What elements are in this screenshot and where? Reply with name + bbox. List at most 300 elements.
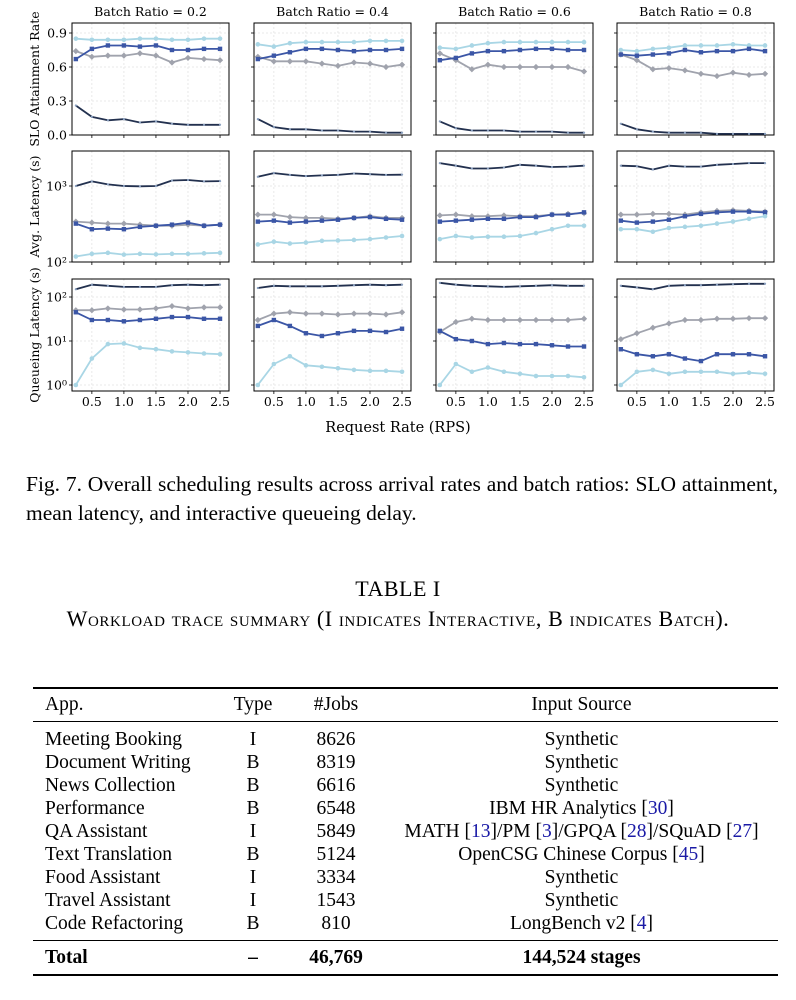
data-point bbox=[651, 354, 655, 358]
data-point bbox=[730, 316, 736, 322]
data-point bbox=[731, 352, 735, 356]
data-point bbox=[353, 284, 355, 286]
data-point bbox=[155, 286, 157, 288]
data-point bbox=[170, 222, 174, 226]
data-point bbox=[764, 133, 766, 135]
data-point bbox=[169, 59, 175, 65]
data-point bbox=[401, 174, 403, 176]
data-point bbox=[486, 234, 491, 239]
data-point bbox=[454, 218, 458, 222]
data-point bbox=[683, 43, 688, 48]
data-point bbox=[106, 38, 111, 43]
data-point bbox=[503, 286, 505, 288]
data-point bbox=[518, 40, 523, 45]
data-point bbox=[384, 330, 388, 334]
cell-source bbox=[385, 774, 778, 797]
header-type: Type bbox=[219, 688, 287, 722]
data-point bbox=[668, 285, 670, 287]
data-point bbox=[634, 212, 640, 218]
data-point bbox=[683, 369, 688, 374]
series-line-gray bbox=[621, 318, 765, 339]
data-point bbox=[273, 285, 275, 287]
data-point bbox=[383, 64, 389, 70]
data-point bbox=[90, 318, 94, 322]
cell-jobs: 8319 bbox=[316, 752, 356, 773]
y-tick-label: 0.3 bbox=[47, 93, 67, 109]
data-point bbox=[89, 307, 95, 313]
data-point bbox=[123, 185, 125, 187]
y-axis-label: SLO Attainment Rate bbox=[27, 11, 42, 147]
data-point bbox=[439, 162, 441, 164]
x-tick-label: 2.5 bbox=[210, 394, 230, 409]
data-point bbox=[438, 219, 442, 223]
x-tick-label: 2.5 bbox=[755, 394, 775, 409]
data-point bbox=[336, 366, 341, 371]
data-point bbox=[368, 369, 373, 374]
data-point bbox=[747, 370, 752, 375]
data-point bbox=[305, 128, 307, 130]
data-point bbox=[138, 252, 143, 257]
data-point bbox=[319, 310, 325, 316]
data-point bbox=[321, 285, 323, 287]
data-point bbox=[74, 254, 79, 259]
x-tick-label: 2.0 bbox=[723, 394, 743, 409]
table-total-row bbox=[33, 941, 778, 976]
data-point bbox=[91, 180, 93, 182]
data-point bbox=[288, 354, 293, 359]
data-point bbox=[170, 252, 175, 257]
data-point bbox=[137, 306, 143, 312]
data-point bbox=[519, 285, 521, 287]
series-line-dark bbox=[258, 119, 402, 133]
data-point bbox=[320, 239, 325, 244]
data-point bbox=[566, 223, 571, 228]
data-point bbox=[106, 251, 111, 256]
citation-link[interactable]: 27 bbox=[732, 821, 753, 842]
y-axis-label: Queueing Latency (s) bbox=[27, 267, 42, 403]
cell-source bbox=[385, 866, 778, 889]
table-row bbox=[33, 866, 778, 889]
data-point bbox=[682, 317, 688, 323]
data-point bbox=[320, 40, 325, 45]
data-point bbox=[683, 48, 687, 52]
data-point bbox=[764, 162, 766, 164]
data-point bbox=[503, 129, 505, 131]
data-point bbox=[401, 284, 403, 286]
data-point bbox=[652, 288, 654, 290]
data-point bbox=[699, 223, 704, 228]
data-point bbox=[535, 285, 537, 287]
data-point bbox=[187, 179, 189, 181]
data-point bbox=[272, 318, 276, 322]
source-text: LongBench v2 [ bbox=[510, 913, 637, 934]
data-point bbox=[320, 334, 324, 338]
series-line-light bbox=[440, 42, 584, 49]
cell-type: B bbox=[246, 798, 260, 819]
data-point bbox=[287, 309, 293, 315]
cell-source bbox=[385, 912, 778, 941]
data-point bbox=[352, 40, 357, 45]
cell-jobs: 3334 bbox=[316, 867, 356, 888]
cell-type: I bbox=[249, 890, 257, 911]
data-point bbox=[732, 133, 734, 135]
data-point bbox=[666, 211, 672, 217]
data-point bbox=[731, 49, 735, 53]
citation-link[interactable]: 30 bbox=[647, 798, 668, 819]
x-tick-label: 2.0 bbox=[178, 394, 198, 409]
data-point bbox=[153, 305, 159, 311]
source-text: ] bbox=[698, 844, 705, 865]
data-point bbox=[651, 219, 655, 223]
data-point bbox=[486, 365, 491, 370]
data-point bbox=[219, 284, 221, 286]
data-point bbox=[305, 285, 307, 287]
citation-link[interactable]: 13 bbox=[470, 821, 491, 842]
data-point bbox=[534, 47, 538, 51]
series-line-light bbox=[76, 253, 220, 257]
cell-jobs: 8626 bbox=[316, 729, 356, 750]
data-point bbox=[534, 231, 539, 236]
data-point bbox=[550, 47, 554, 51]
citation-link[interactable]: 3 bbox=[541, 821, 552, 842]
data-point bbox=[352, 216, 356, 220]
data-point bbox=[106, 318, 110, 322]
series-line-dark bbox=[440, 283, 584, 287]
series-line-gray bbox=[621, 55, 765, 77]
data-point bbox=[747, 217, 752, 222]
data-point bbox=[336, 40, 341, 45]
table-row bbox=[33, 774, 778, 797]
cell-app: Code Refactoring bbox=[45, 913, 184, 934]
data-point bbox=[668, 132, 670, 134]
data-point bbox=[74, 36, 79, 41]
data-point bbox=[202, 224, 206, 228]
data-point bbox=[518, 234, 523, 239]
data-point bbox=[369, 284, 371, 286]
data-point bbox=[139, 286, 141, 288]
data-point bbox=[304, 47, 308, 51]
data-point bbox=[289, 285, 291, 287]
data-point bbox=[714, 73, 720, 79]
data-point bbox=[635, 227, 640, 232]
data-point bbox=[700, 132, 702, 134]
data-point bbox=[201, 304, 207, 310]
data-point bbox=[453, 212, 459, 218]
data-point bbox=[336, 238, 341, 243]
cell-app: QA Assistant bbox=[45, 821, 148, 842]
cell-jobs: 6616 bbox=[316, 775, 356, 796]
data-point bbox=[487, 167, 489, 169]
data-point bbox=[155, 120, 157, 122]
data-point bbox=[667, 352, 671, 356]
data-point bbox=[454, 362, 459, 367]
data-point bbox=[256, 42, 261, 47]
data-point bbox=[581, 68, 587, 74]
data-point bbox=[667, 371, 672, 376]
series-line-dark bbox=[440, 163, 584, 168]
data-point bbox=[186, 252, 191, 257]
data-point bbox=[91, 284, 93, 286]
data-point bbox=[336, 331, 340, 335]
source-text: Synthetic bbox=[544, 752, 619, 773]
data-point bbox=[272, 218, 276, 222]
data-point bbox=[203, 284, 205, 286]
y-tick-label: 10² bbox=[46, 289, 67, 305]
axes-frame bbox=[436, 151, 593, 262]
data-point bbox=[368, 329, 372, 333]
cell-type: I bbox=[249, 821, 257, 842]
data-point bbox=[272, 239, 277, 244]
data-point bbox=[502, 217, 506, 221]
data-point bbox=[154, 252, 159, 257]
cell-type: I bbox=[249, 729, 257, 750]
data-point bbox=[352, 368, 357, 373]
data-point bbox=[582, 40, 587, 45]
data-point bbox=[635, 220, 639, 224]
header-jobs: #Jobs bbox=[287, 688, 385, 722]
data-point bbox=[566, 48, 570, 52]
cell-type: B bbox=[246, 844, 260, 865]
source-text: Synthetic bbox=[544, 729, 619, 750]
series-line-blue bbox=[440, 212, 584, 221]
data-point bbox=[763, 214, 768, 219]
data-point bbox=[384, 217, 388, 221]
series-line-dark bbox=[76, 285, 220, 290]
data-point bbox=[715, 210, 719, 214]
data-point bbox=[517, 317, 523, 323]
panel-title: Batch Ratio = 0.8 bbox=[639, 4, 752, 19]
data-point bbox=[732, 283, 734, 285]
series-line-light bbox=[258, 236, 402, 245]
data-point bbox=[731, 219, 736, 224]
data-point bbox=[187, 124, 189, 126]
data-point bbox=[385, 174, 387, 176]
data-point bbox=[74, 57, 78, 61]
data-point bbox=[501, 64, 507, 70]
data-point bbox=[715, 369, 720, 374]
data-point bbox=[454, 234, 459, 239]
data-point bbox=[567, 285, 569, 287]
data-point bbox=[122, 43, 126, 47]
data-point bbox=[401, 132, 403, 134]
data-point bbox=[75, 185, 77, 187]
data-point bbox=[218, 251, 223, 256]
data-point bbox=[437, 212, 443, 218]
data-point bbox=[106, 226, 110, 230]
data-point bbox=[289, 128, 291, 130]
data-point bbox=[255, 317, 261, 323]
source-text: Synthetic bbox=[544, 775, 619, 796]
data-point bbox=[747, 47, 751, 51]
data-point bbox=[582, 210, 586, 214]
data-point bbox=[122, 252, 127, 257]
data-point bbox=[73, 48, 79, 54]
data-point bbox=[620, 165, 622, 167]
table-row bbox=[33, 820, 778, 843]
data-point bbox=[368, 48, 372, 52]
data-point bbox=[619, 218, 623, 222]
data-point bbox=[351, 59, 357, 65]
data-point bbox=[154, 347, 159, 352]
data-point bbox=[219, 124, 221, 126]
x-tick-label: 2.0 bbox=[360, 394, 380, 409]
data-point bbox=[319, 60, 325, 66]
x-tick-label: 1.0 bbox=[658, 394, 679, 409]
source-text: OpenCSG Chinese Corpus [ bbox=[458, 844, 679, 865]
data-point bbox=[666, 320, 672, 326]
data-point bbox=[620, 123, 622, 125]
y-tick-label: 10² bbox=[46, 254, 67, 270]
data-point bbox=[257, 287, 259, 289]
data-point bbox=[287, 58, 293, 64]
data-point bbox=[123, 286, 125, 288]
data-point bbox=[202, 251, 207, 256]
data-point bbox=[487, 285, 489, 287]
data-point bbox=[186, 315, 190, 319]
data-point bbox=[683, 225, 688, 230]
data-point bbox=[763, 49, 767, 53]
data-point bbox=[518, 371, 523, 376]
data-point bbox=[384, 235, 389, 240]
data-point bbox=[551, 131, 553, 133]
data-point bbox=[551, 284, 553, 286]
results-figure bbox=[0, 0, 796, 450]
data-point bbox=[652, 131, 654, 133]
data-point bbox=[400, 327, 404, 331]
data-point bbox=[582, 48, 586, 52]
data-point bbox=[700, 165, 702, 167]
data-point bbox=[256, 57, 260, 61]
data-point bbox=[122, 319, 126, 323]
data-point bbox=[471, 167, 473, 169]
series-line-dark bbox=[76, 180, 220, 186]
data-point bbox=[353, 172, 355, 174]
cell-source bbox=[385, 751, 778, 774]
data-point bbox=[219, 180, 221, 182]
citation-link[interactable]: 28 bbox=[627, 821, 647, 842]
data-point bbox=[518, 215, 522, 219]
data-point bbox=[385, 284, 387, 286]
data-point bbox=[550, 343, 554, 347]
series-line-blue bbox=[76, 312, 220, 321]
data-point bbox=[716, 133, 718, 135]
data-point bbox=[470, 235, 475, 240]
data-point bbox=[470, 51, 474, 55]
data-point bbox=[352, 329, 356, 333]
data-point bbox=[287, 214, 293, 220]
data-point bbox=[271, 212, 277, 218]
data-point bbox=[731, 209, 735, 213]
total-source: 144,524 stages bbox=[385, 941, 778, 976]
data-point bbox=[171, 284, 173, 286]
data-point bbox=[399, 309, 405, 315]
series-line-dark bbox=[440, 121, 584, 132]
total-type: – bbox=[219, 941, 287, 976]
data-point bbox=[619, 383, 624, 388]
data-point bbox=[256, 383, 261, 388]
data-point bbox=[121, 306, 127, 312]
figure-caption: Fig. 7. Overall scheduling results across arrival rates and batch ratios: SLO attainment, mean latency, and interactive queueing delay. bbox=[26, 472, 778, 525]
data-point bbox=[384, 369, 389, 374]
data-point bbox=[153, 53, 159, 59]
x-tick-label: 2.0 bbox=[542, 394, 562, 409]
data-point bbox=[635, 352, 639, 356]
data-point bbox=[170, 38, 175, 43]
data-point bbox=[304, 331, 308, 335]
data-point bbox=[566, 344, 570, 348]
axes-frame bbox=[617, 23, 774, 135]
data-point bbox=[185, 305, 191, 311]
data-point bbox=[715, 352, 719, 356]
data-point bbox=[486, 49, 490, 53]
data-point bbox=[747, 209, 751, 213]
data-point bbox=[582, 375, 587, 380]
series-line-light bbox=[621, 216, 765, 232]
data-point bbox=[550, 212, 554, 216]
table-header-row bbox=[33, 688, 778, 722]
source-text: ]/SQuAD [ bbox=[646, 821, 733, 842]
x-tick-label: 1.5 bbox=[146, 394, 166, 409]
data-point bbox=[502, 40, 507, 45]
data-point bbox=[105, 220, 111, 226]
data-point bbox=[583, 132, 585, 134]
data-point bbox=[667, 45, 672, 50]
data-point bbox=[217, 304, 223, 310]
data-point bbox=[748, 162, 750, 164]
data-point bbox=[618, 212, 624, 218]
citation-link[interactable]: 45 bbox=[678, 844, 699, 865]
cell-source bbox=[385, 722, 778, 752]
data-point bbox=[501, 317, 507, 323]
data-point bbox=[400, 369, 405, 374]
cell-app: Travel Assistant bbox=[45, 890, 171, 911]
series-line-light bbox=[76, 343, 220, 385]
table-title: Workload trace summary (I indicates Interactive, B indicates Batch). bbox=[66, 606, 730, 631]
x-tick-label: 1.0 bbox=[113, 394, 134, 409]
data-point bbox=[748, 283, 750, 285]
series-line-gray bbox=[258, 312, 402, 320]
data-point bbox=[455, 127, 457, 129]
data-point bbox=[170, 48, 174, 52]
panel-title: Batch Ratio = 0.4 bbox=[276, 4, 389, 19]
data-point bbox=[171, 179, 173, 181]
data-point bbox=[107, 183, 109, 185]
data-point bbox=[746, 72, 752, 78]
series-line-gray bbox=[440, 319, 584, 332]
data-point bbox=[439, 120, 441, 122]
citation-link[interactable]: 4 bbox=[636, 913, 647, 934]
data-point bbox=[400, 218, 404, 222]
data-point bbox=[762, 71, 768, 77]
data-point bbox=[454, 337, 458, 341]
data-point bbox=[438, 329, 442, 333]
data-point bbox=[634, 330, 640, 336]
data-point bbox=[139, 185, 141, 187]
data-point bbox=[651, 47, 656, 52]
data-point bbox=[257, 176, 259, 178]
x-tick-label: 2.5 bbox=[574, 394, 594, 409]
data-point bbox=[185, 55, 191, 61]
data-point bbox=[534, 215, 538, 219]
axes-frame bbox=[436, 23, 593, 135]
data-point bbox=[470, 43, 475, 48]
series-line-dark bbox=[76, 106, 220, 125]
data-point bbox=[486, 342, 490, 346]
data-point bbox=[470, 369, 475, 374]
data-point bbox=[217, 57, 223, 63]
data-point bbox=[455, 165, 457, 167]
source-text: Synthetic bbox=[544, 867, 619, 888]
